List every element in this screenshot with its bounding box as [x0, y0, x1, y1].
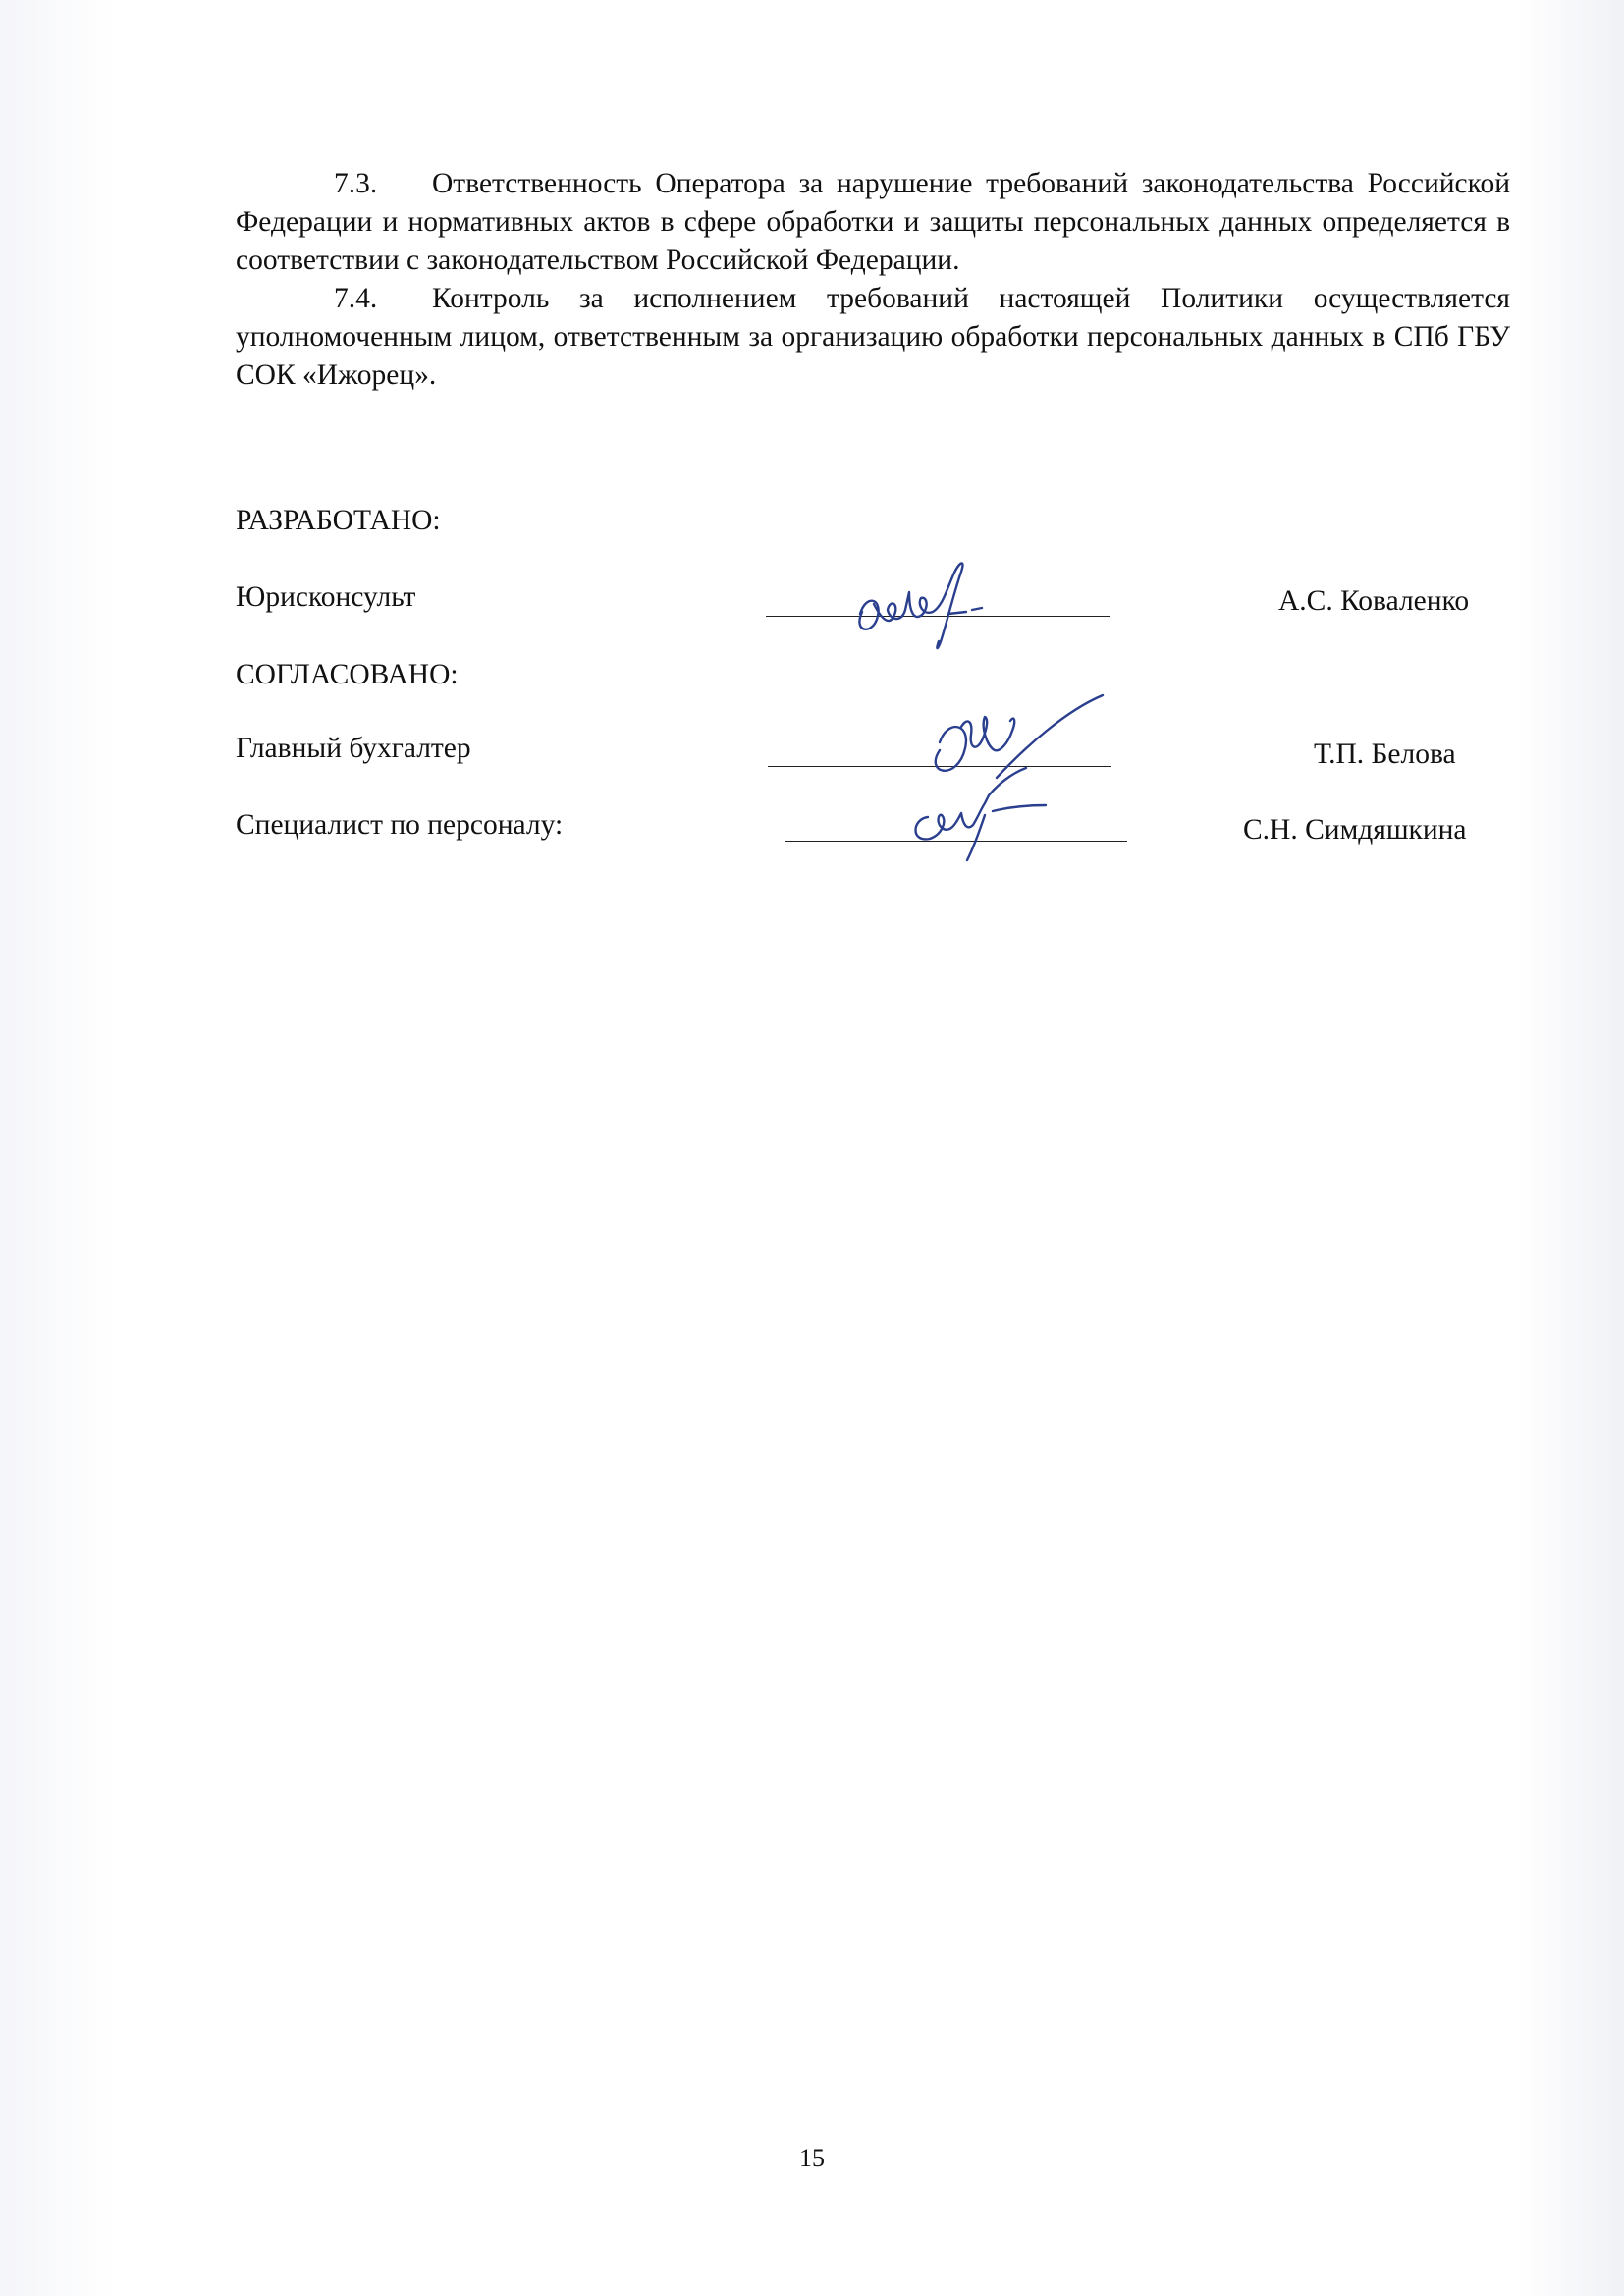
developed-heading: РАЗРАБОТАНО: [236, 505, 441, 536]
scan-edge-shadow-right [1516, 0, 1624, 2296]
paragraph-number: 7.4. [334, 283, 378, 314]
page-number: 15 [799, 2144, 825, 2172]
paragraph-number: 7.3. [334, 168, 378, 199]
accountant-name: Т.П. Белова [1314, 738, 1456, 770]
signature-hr [898, 756, 1095, 864]
agreed-heading: СОГЛАСОВАНО: [236, 659, 459, 690]
signature-developer [844, 555, 1041, 673]
paragraph-7-4 [236, 280, 1510, 395]
accountant-position: Главный бухгалтер [236, 733, 471, 764]
hr-position: Специалист по персоналу: [236, 809, 564, 841]
hr-name: С.Н. Симдяшкина [1243, 814, 1467, 846]
paragraph-text: Контроль за исполнением требований настоящей Политики осуществляется уполномоченным лицом, ответственным за организацию обработки персональных данных в СПб ГБУ СОК «Ижорец». [236, 283, 1510, 391]
paragraph-text: Ответственность Оператора за нарушение требований законодательства Российской Федерации и нормативных актов в сфере обработки и защиты персональных данных определяется в соответствии с законодательством Российской Федерации. [236, 168, 1510, 276]
paragraph-7-3 [236, 165, 1510, 280]
policy-section-text [236, 165, 1510, 395]
developer-name: А.С. Коваленко [1278, 585, 1470, 617]
developer-position: Юрисконсульт [236, 581, 416, 613]
scan-edge-shadow-left [0, 0, 118, 2296]
